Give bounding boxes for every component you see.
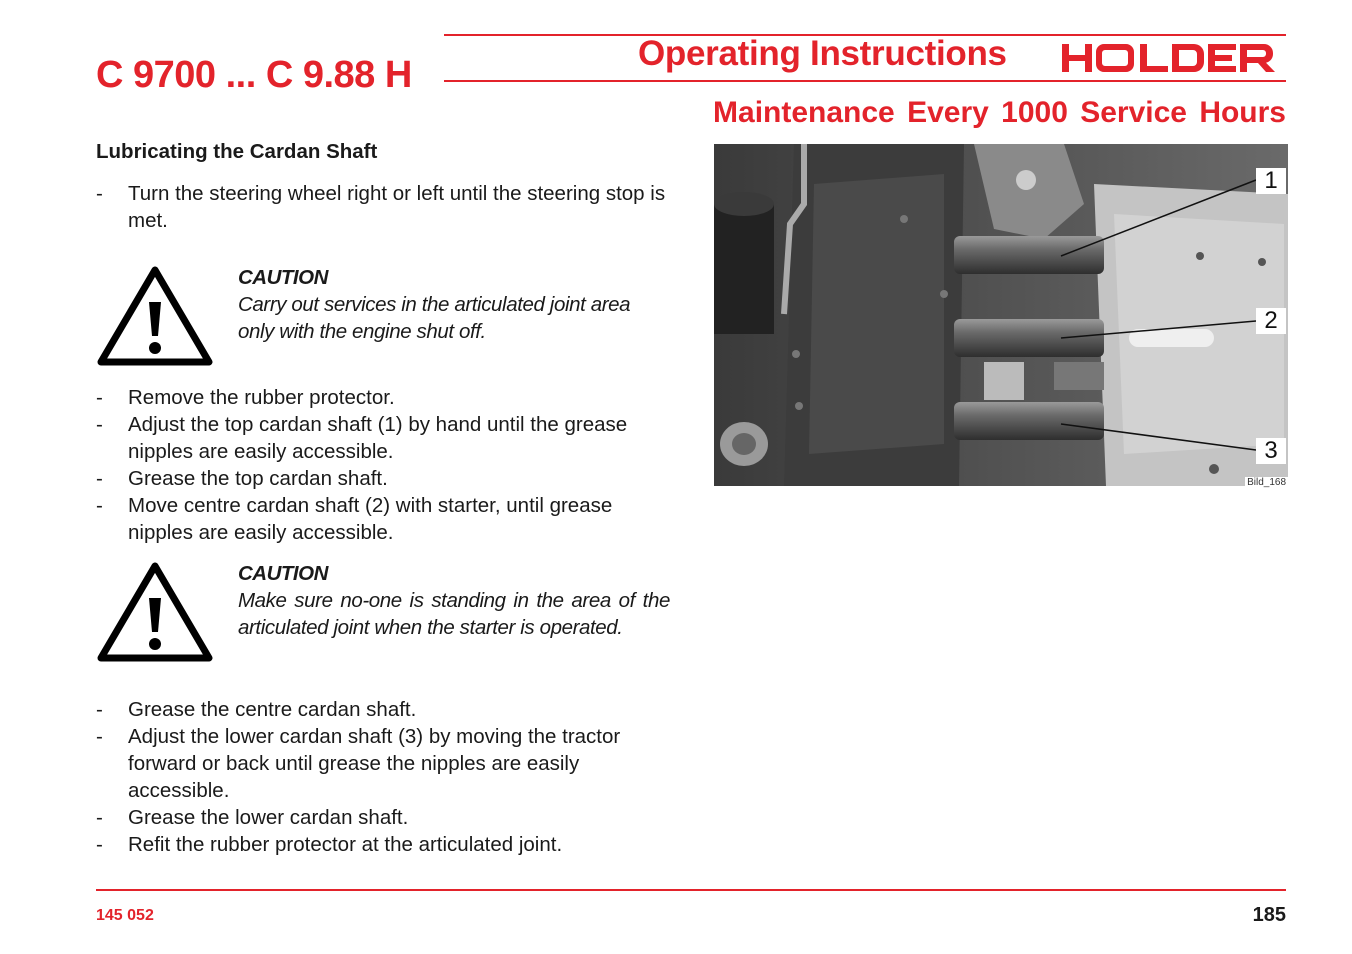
list-item-text: Turn the steering wheel right or left until the steering stop is met.: [128, 182, 666, 232]
document-number: 145 052: [96, 907, 154, 924]
list-bullet: -: [96, 698, 103, 721]
warning-triangle-icon: [96, 264, 214, 368]
cardan-shaft-photo: [714, 144, 1288, 486]
list-bullet: -: [96, 725, 103, 748]
caution-text: Carry out services in the articulated joint area only with the engine shut off.: [238, 293, 631, 343]
callout-number: 1: [1256, 168, 1286, 194]
list-item-text: Remove the rubber protector.: [128, 386, 395, 409]
list-item-text: Refit the rubber protector at the articulated joint.: [128, 833, 563, 856]
list-item: [96, 384, 676, 411]
holder-logo: [1060, 40, 1278, 76]
image-id-label: Bild_168: [1247, 477, 1286, 488]
caution-heading: CAUTION: [238, 266, 328, 289]
list-item-text: Adjust the top cardan shaft (1) by hand until the grease nipples are easily accessible.: [128, 413, 628, 463]
list-item: [96, 411, 676, 465]
caution-block-2: [96, 560, 676, 670]
list-item-text: Grease the top cardan shaft.: [128, 467, 388, 490]
callout-number: 2: [1256, 308, 1286, 334]
footer-rule: [96, 889, 1286, 891]
list-item: [96, 804, 676, 831]
document-title: Operating Instructions: [638, 34, 1007, 73]
list-item: [96, 696, 676, 723]
list-item-text: Move centre cardan shaft (2) with starter, until grease nipples are easily accessible.: [128, 494, 613, 544]
list-item: [96, 180, 676, 234]
subheading: Lubricating the Cardan Shaft: [96, 140, 378, 163]
list-item: [96, 465, 676, 492]
list-item-text: Adjust the lower cardan shaft (3) by moving the tractor forward or back until grease the nipples are easily accessible.: [128, 725, 621, 802]
list-bullet: -: [96, 386, 103, 409]
caution-text: Make sure no-one is standing in the area of the articulated joint when the starter is operated.: [238, 589, 670, 639]
list-bullet: -: [96, 182, 103, 205]
list-bullet: -: [96, 833, 103, 856]
page-number: 185: [1252, 904, 1286, 926]
list-item: [96, 723, 676, 804]
list-item: [96, 492, 676, 546]
list-item-text: Grease the lower cardan shaft.: [128, 806, 409, 829]
list-bullet: -: [96, 413, 103, 436]
list-bullet: -: [96, 494, 103, 517]
list-bullet: -: [96, 467, 103, 490]
section-title: Maintenance Every 1000 Service Hours: [713, 96, 1286, 129]
photo-illustration: [714, 144, 1288, 486]
list-item-text: Grease the centre cardan shaft.: [128, 698, 417, 721]
list-item: [96, 831, 676, 858]
callout-number: 3: [1256, 438, 1286, 464]
caution-block-1: [96, 264, 676, 374]
model-range-title: C 9700 ... C 9.88 H: [96, 54, 412, 96]
warning-triangle-icon: [96, 560, 214, 664]
list-bullet: -: [96, 806, 103, 829]
caution-heading: CAUTION: [238, 562, 328, 585]
header-model-rule: [444, 80, 1286, 82]
